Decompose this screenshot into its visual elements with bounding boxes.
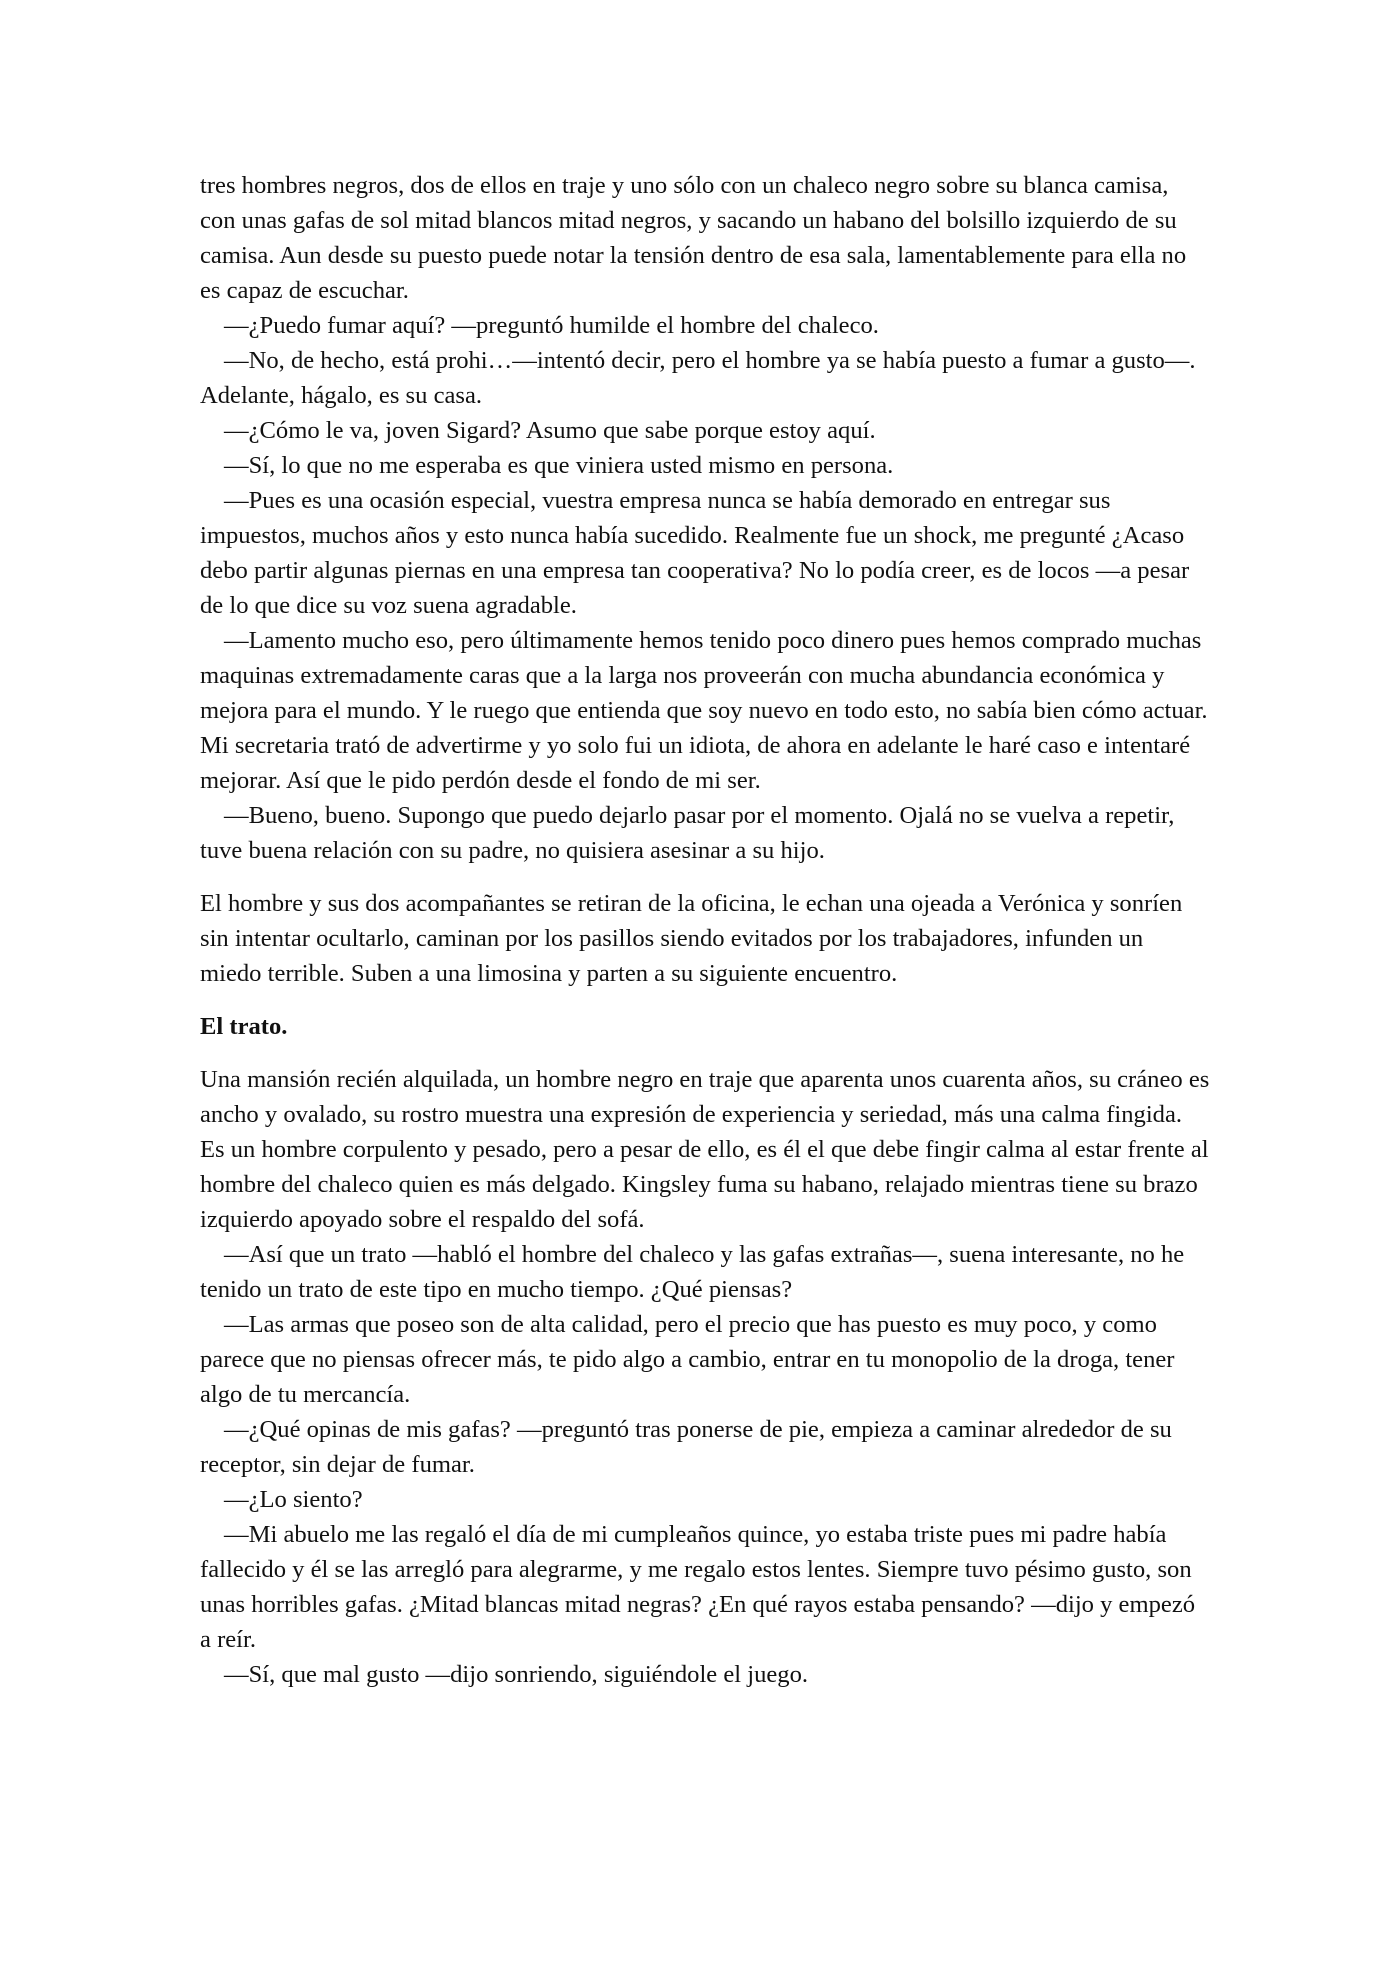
- dialogue-line: —Sí, lo que no me esperaba es que viniera usted mismo en persona.: [224, 452, 894, 479]
- narrative-paragraph: El hombre y sus dos acompañantes se retiran de la oficina, le echan una ojeada a Verónica y sonríen sin intentar ocultarlo, caminan por los pasillos siendo evitados por los trabajadores, infunden un miedo terrible. Suben a una limosina y parten a su siguiente encuentro.: [200, 890, 1183, 987]
- dialogue-line: —Las armas que poseo son de alta calidad, pero el precio que has puesto es muy poco, y como parece que no piensas ofrecer más, te pido algo a cambio, entrar en tu monopolio de la droga, tener algo de tu mercancía.: [200, 1311, 1175, 1408]
- dialogue-line: —Pues es una ocasión especial, vuestra empresa nunca se había demorado en entregar sus impuestos, muchos años y esto nunca había sucedido. Realmente fue un shock, me pregunté ¿Acaso debo partir algunas piernas en una empresa tan cooperativa? No lo podía creer, es de locos —a pesar de lo que dice su voz suena agradable.: [200, 487, 1190, 619]
- opening-paragraph: tres hombres negros, dos de ellos en traje y uno sólo con un chaleco negro sobre su blanca camisa, con unas gafas de sol mitad blancos mitad negros, y sacando un habano del bolsillo izquierdo de su camisa. Aun desde su puesto puede notar la tensión dentro de esa sala, lamentablemente para ella no es capaz de escuchar.: [200, 172, 1187, 304]
- dialogue-line: —¿Cómo le va, joven Sigard? Asumo que sabe porque estoy aquí.: [224, 417, 876, 444]
- section-heading: El trato.: [200, 1013, 288, 1040]
- dialogue-line: —¿Puedo fumar aquí? —preguntó humilde el hombre del chaleco.: [224, 312, 879, 339]
- narrative-paragraph: Una mansión recién alquilada, un hombre negro en traje que aparenta unos cuarenta años, su cráneo es ancho y ovalado, su rostro muestra una expresión de experiencia y seriedad, más una calma fingida. Es un hombre corpulento y pesado, pero a pesar de ello, es él el que debe fingir calma al estar frente al hombre del chaleco quien es más delgado. Kingsley fuma su habano, relajado mientras tiene su brazo izquierdo apoyado sobre el respaldo del sofá.: [200, 1066, 1210, 1233]
- dialogue-line: —No, de hecho, está prohi…—intentó decir, pero el hombre ya se había puesto a fumar a gusto—. Adelante, hágalo, es su casa.: [200, 347, 1196, 409]
- dialogue-line: —Sí, que mal gusto —dijo sonriendo, siguiéndole el juego.: [224, 1661, 809, 1688]
- document-page: [200, 168, 1210, 1692]
- dialogue-line: —Lamento mucho eso, pero últimamente hemos tenido poco dinero pues hemos comprado muchas maquinas extremadamente caras que a la larga nos proveerán con mucha abundancia económica y mejora para el mundo. Y le ruego que entienda que soy nuevo en todo esto, no sabía bien cómo actuar. Mi secretaria trató de advertirme y yo solo fui un idiota, de ahora en adelante le haré caso e intentaré mejorar. Así que le pido perdón desde el fondo de mi ser.: [200, 627, 1208, 794]
- dialogue-line: —Bueno, bueno. Supongo que puedo dejarlo pasar por el momento. Ojalá no se vuelva a repetir, tuve buena relación con su padre, no quisiera asesinar a su hijo.: [200, 802, 1175, 864]
- dialogue-line: —Así que un trato —habló el hombre del chaleco y las gafas extrañas—, suena interesante, no he tenido un trato de este tipo en mucho tiempo. ¿Qué piensas?: [200, 1241, 1185, 1303]
- dialogue-line: —¿Lo siento?: [224, 1486, 363, 1513]
- dialogue-line: —¿Qué opinas de mis gafas? —preguntó tras ponerse de pie, empieza a caminar alrededor de su receptor, sin dejar de fumar.: [200, 1416, 1172, 1478]
- dialogue-line: —Mi abuelo me las regaló el día de mi cumpleaños quince, yo estaba triste pues mi padre había fallecido y él se las arregló para alegrarme, y me regalo estos lentes. Siempre tuvo pésimo gusto, son unas horribles gafas. ¿Mitad blancas mitad negras? ¿En qué rayos estaba pensando? —dijo y empezó a reír.: [200, 1521, 1196, 1653]
